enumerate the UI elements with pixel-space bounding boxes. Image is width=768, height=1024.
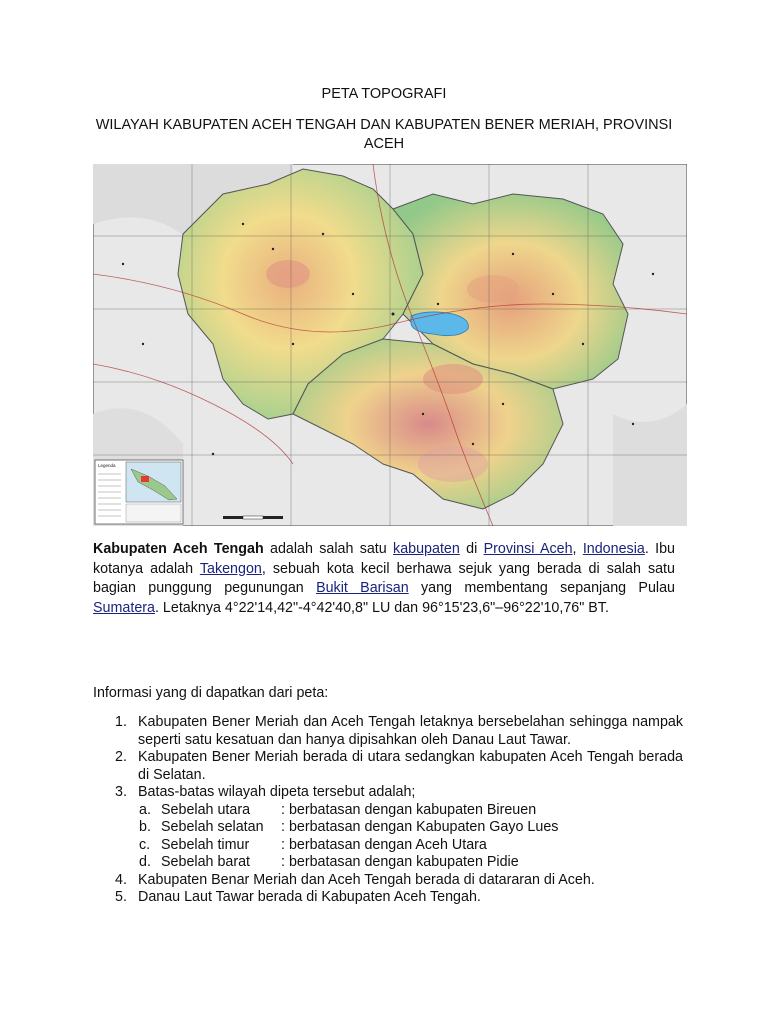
para-text-4: . Ibu kotanya adalah: [93, 541, 675, 577]
sub-letter: a.: [139, 801, 151, 818]
list-number: 1.: [115, 714, 127, 730]
para-text-2: di: [459, 541, 484, 557]
topographic-map: [93, 164, 687, 526]
sub-letter: d.: [139, 854, 151, 870]
info-intro: Informasi yang di dapatkan dari peta:: [93, 685, 329, 701]
sub-label: Sebelah selatan: [161, 819, 264, 835]
list-text: Danau Laut Tawar berada di Kabupaten Aceh Tengah.: [138, 889, 481, 905]
list-item: [93, 749, 683, 784]
sub-letter: b.: [139, 819, 151, 835]
sub-list-item: [93, 819, 683, 837]
legend-title: Legenda: [98, 463, 116, 468]
map-legend: [95, 460, 183, 524]
list-number: 2.: [115, 749, 127, 765]
list-number: 4.: [115, 871, 127, 888]
description-paragraph: [93, 540, 675, 618]
link-kabupaten[interactable]: kabupaten: [393, 541, 460, 557]
sub-list-item: [93, 837, 683, 855]
list-number: 5.: [115, 889, 127, 905]
link-indonesia[interactable]: Indonesia: [582, 541, 645, 557]
list-item: [93, 714, 683, 749]
sub-list-item: [93, 802, 683, 820]
scale-bar: [223, 516, 283, 519]
sub-text: : berbatasan dengan Kabupaten Gayo Lues: [281, 819, 559, 835]
list-text: Kabupaten Bener Meriah dan Aceh Tengah letaknya bersebelahan sehingga nampak seperti satu kesatuan dan hanya dipisahkan oleh Danau Laut Tawar.: [138, 714, 683, 748]
page-subtitle: WILAYAH KABUPATEN ACEH TENGAH DAN KABUPATEN BENER MERIAH, PROVINSI ACEH: [95, 117, 673, 152]
sub-label: Sebelah timur: [161, 836, 250, 853]
para-text-7: . Letaknya 4°22'14,42"-4°42'40,8" LU dan 96°15'23,6"–96°22'10,76" BT.: [154, 599, 609, 616]
sub-text: : berbatasan dengan Aceh Utara: [281, 836, 487, 853]
sub-label: Sebelah barat: [161, 854, 251, 870]
list-item: [93, 889, 683, 907]
link-sumatera[interactable]: Sumatera: [93, 599, 155, 616]
para-text-5: , sebuah kota kecil berhawa sejuk yang berada di salah satu bagian punggung pegunungan: [93, 560, 675, 596]
info-list: [93, 714, 683, 907]
list-text: Kabupaten Benar Meriah dan Aceh Tengah berada di datararan di Aceh.: [138, 871, 595, 888]
sub-letter: c.: [139, 836, 151, 853]
sub-text: : berbatasan dengan kabupaten Pidie: [281, 854, 519, 870]
list-text: Batas-batas wilayah dipeta tersebut adalah;: [138, 784, 416, 800]
list-item: [93, 784, 683, 802]
list-item: [93, 872, 683, 890]
sub-label: Sebelah utara: [161, 801, 251, 818]
para-text-6: yang membentang sepanjang Pulau: [408, 580, 675, 596]
link-takengon[interactable]: Takengon: [199, 560, 262, 577]
link-bukit-barisan[interactable]: Bukit Barisan: [316, 580, 409, 596]
page-title: PETA TOPOGRAFI: [321, 86, 447, 102]
link-provinsi-aceh[interactable]: Provinsi Aceh: [483, 541, 573, 557]
list-text: Kabupaten Bener Meriah berada di utara sedangkan kabupaten Aceh Tengah berada di Selatan.: [138, 749, 683, 783]
sub-text: : berbatasan dengan kabupaten Bireuen: [281, 801, 537, 818]
para-text-3: ,: [572, 541, 583, 557]
sub-list-item: [93, 854, 683, 872]
kabupaten-name: Kabupaten Aceh Tengah: [93, 541, 264, 557]
para-text-1: adalah salah satu: [263, 541, 394, 557]
list-number: 3.: [115, 784, 127, 800]
